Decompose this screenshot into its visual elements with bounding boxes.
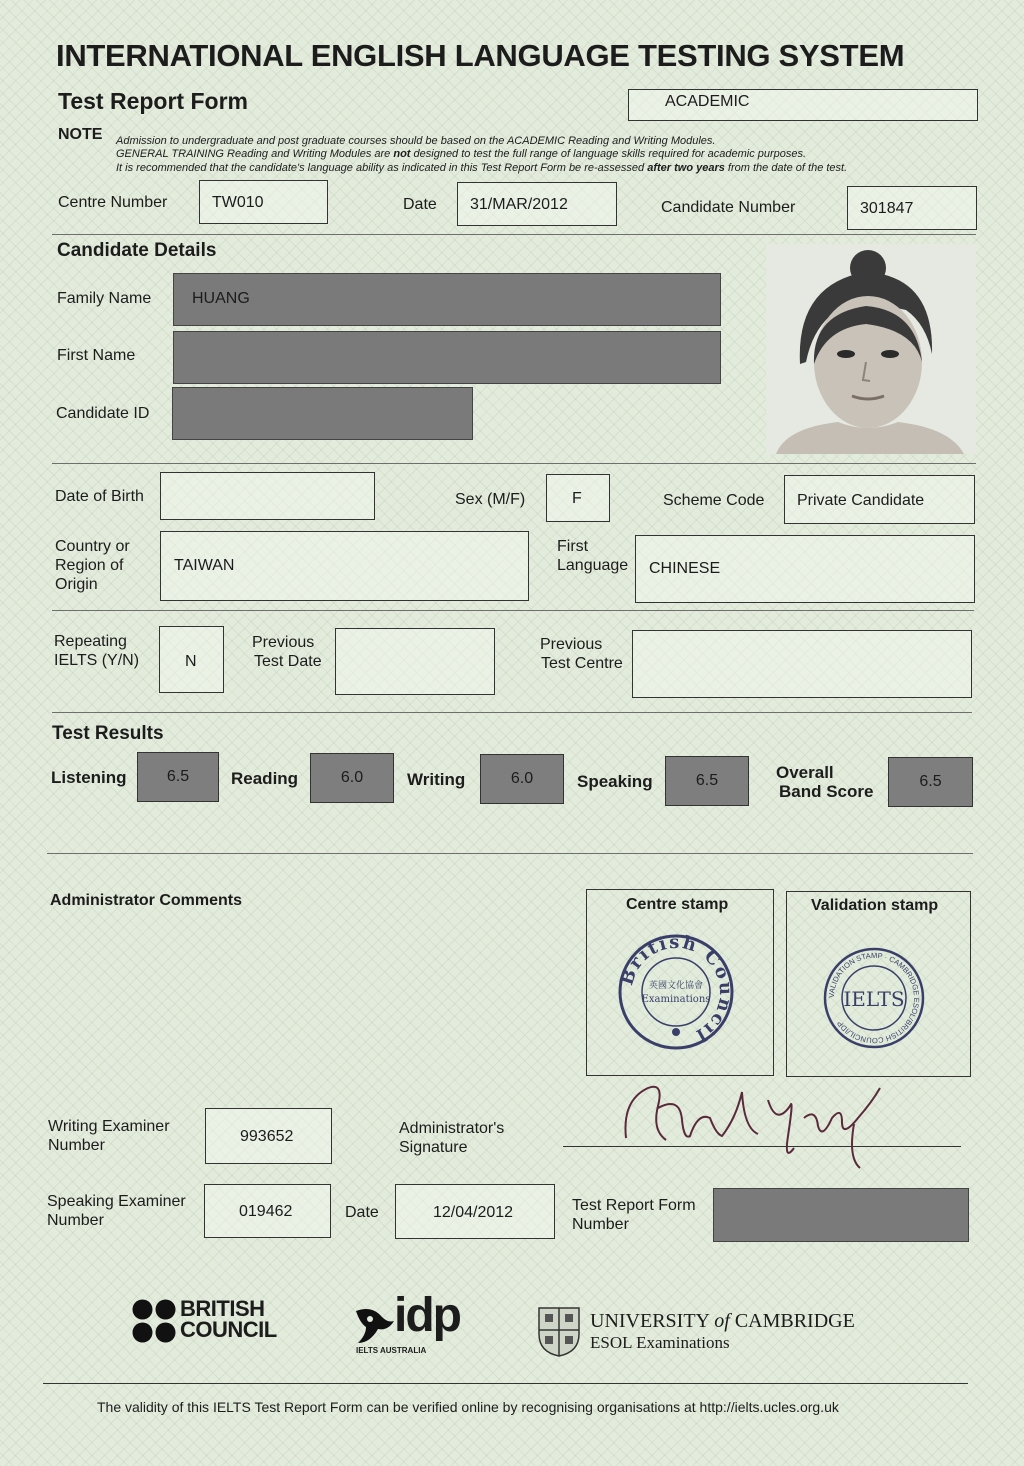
note-line-3b: after two years xyxy=(647,162,725,174)
note-label: NOTE xyxy=(58,126,103,143)
note-line-2a: GENERAL TRAINING Reading and Writing Modules are xyxy=(116,148,394,160)
centre-stamp-chinese: 英國文化協會 xyxy=(648,980,704,990)
candidate-id-label: Candidate ID xyxy=(56,405,150,422)
centre-stamp-ring-text: British Council xyxy=(616,932,736,1047)
idp-logo-text: idp xyxy=(394,1289,460,1342)
validation-ring-text: VALIDATION STAMP · CAMBRIDGE ESOL/BRITISH COUNCIL/IDP xyxy=(826,950,922,1046)
first-language-value: CHINESE xyxy=(649,560,721,577)
trf-number-redacted xyxy=(713,1188,969,1242)
writing-examiner-value: 993652 xyxy=(240,1128,294,1145)
speaking-score: 6.5 xyxy=(665,756,749,806)
admin-date-value: 12/04/2012 xyxy=(433,1204,514,1221)
idp-logo-subtext: IELTS AUSTRALIA xyxy=(356,1346,427,1355)
divider-5 xyxy=(47,853,973,854)
cambridge-logo-line-2: ESOL Examinations xyxy=(590,1333,730,1352)
scheme-code-label: Scheme Code xyxy=(663,492,765,509)
test-results-title: Test Results xyxy=(52,723,164,744)
dob-box xyxy=(160,472,375,520)
writing-examiner-label-1: Writing Examiner xyxy=(48,1118,170,1135)
note-line-3c: from the date of the test. xyxy=(724,162,848,174)
listening-label: Listening xyxy=(51,768,127,787)
note-line-2c: designed to test the full range of language skills required for academic purposes. xyxy=(410,148,807,160)
footer-text: The validity of this IELTS Test Report Form can be verified online by recognising organisations at http://ielts.ucles.org.uk xyxy=(97,1399,839,1415)
british-council-line-1: BRITISH xyxy=(180,1296,265,1321)
note-line-1: Admission to undergraduate and post graduate courses should be based on the ACADEMIC Reading and Writing Modules. xyxy=(116,135,716,147)
repeating-label-1: Repeating xyxy=(54,633,127,650)
repeating-label-2: IELTS (Y/N) xyxy=(54,652,140,669)
british-council-stamp xyxy=(616,932,736,1052)
administrator-signature xyxy=(618,1078,888,1173)
cambridge-university: UNIVERSITY xyxy=(590,1310,710,1332)
note-line-3a: It is recommended that the candidate's language ability as indicated in this Test Report Form be re-assessed xyxy=(116,162,648,174)
note-line-2b: not xyxy=(393,148,411,160)
speaking-examiner-value: 019462 xyxy=(239,1203,293,1220)
divider-1 xyxy=(52,234,976,235)
prev-date-label-2: Test Date xyxy=(254,653,322,670)
reading-score: 6.0 xyxy=(310,753,394,803)
dob-label: Date of Birth xyxy=(55,488,144,505)
sex-label: Sex (M/F) xyxy=(455,491,526,508)
country-value: TAIWAN xyxy=(174,557,235,574)
centre-number-value: TW010 xyxy=(212,194,264,211)
trf-label-1: Test Report Form xyxy=(572,1197,696,1214)
prev-centre-label-1: Previous xyxy=(540,636,603,653)
first-name-redacted xyxy=(173,331,721,384)
divider-3 xyxy=(52,610,974,611)
admin-signature-label-1: Administrator's xyxy=(399,1120,505,1137)
divider-4 xyxy=(52,712,972,713)
overall-label-1: Overall xyxy=(776,763,834,782)
centre-date-label: Date xyxy=(403,196,437,213)
family-name-box xyxy=(173,273,721,326)
note-line-2 xyxy=(116,148,806,160)
prev-date-label-1: Previous xyxy=(252,634,315,651)
speaking-label: Speaking xyxy=(577,772,653,791)
validation-stamp-label: Validation stamp xyxy=(811,897,939,914)
divider-2 xyxy=(52,463,976,464)
british-council-line-2: COUNCIL xyxy=(180,1317,277,1342)
form-subtitle: Test Report Form xyxy=(58,88,248,114)
idp-bird-icon xyxy=(352,1303,396,1347)
family-name-label: Family Name xyxy=(57,290,152,307)
admin-comments-label: Administrator Comments xyxy=(50,892,243,909)
speaking-examiner-label-1: Speaking Examiner xyxy=(47,1193,186,1210)
reading-label: Reading xyxy=(231,769,299,788)
candidate-photo xyxy=(766,244,976,454)
trf-label-2: Number xyxy=(572,1216,629,1233)
prev-centre-label-2: Test Centre xyxy=(541,655,623,672)
centre-date-value: 31/MAR/2012 xyxy=(470,196,568,213)
candidate-details-title: Candidate Details xyxy=(57,240,217,261)
cambridge-crest-icon xyxy=(537,1306,581,1358)
cambridge-of: of xyxy=(714,1310,730,1332)
writing-examiner-label-2: Number xyxy=(48,1137,105,1154)
writing-score: 6.0 xyxy=(480,754,564,804)
footer-divider xyxy=(43,1383,968,1384)
scheme-code-value: Private Candidate xyxy=(797,492,925,509)
country-label-2: Region of xyxy=(55,557,124,574)
country-label-1: Country or xyxy=(55,538,130,555)
centre-stamp-inner: Examinations xyxy=(641,994,711,1005)
first-language-label-1: First xyxy=(557,538,589,555)
listening-score: 6.5 xyxy=(137,752,219,802)
country-label-3: Origin xyxy=(55,576,98,593)
first-name-label: First Name xyxy=(57,347,136,364)
ielts-validation-stamp xyxy=(822,946,926,1050)
note-line-3 xyxy=(116,162,847,174)
module-value: ACADEMIC xyxy=(665,93,750,110)
candidate-number-label: Candidate Number xyxy=(661,199,796,216)
family-name-value: HUANG xyxy=(192,290,250,307)
repeating-value: N xyxy=(185,653,197,670)
prev-date-box xyxy=(335,628,495,695)
cambridge-logo-line-1 xyxy=(590,1310,855,1333)
first-language-label-2: Language xyxy=(557,557,629,574)
admin-date-label: Date xyxy=(345,1204,379,1221)
centre-stamp-label: Centre stamp xyxy=(626,896,729,913)
overall-score: 6.5 xyxy=(888,757,973,807)
british-council-logo-text xyxy=(180,1298,277,1340)
candidate-id-redacted xyxy=(172,387,473,440)
cambridge-name: CAMBRIDGE xyxy=(734,1310,855,1332)
validation-inner-text: IELTS xyxy=(843,987,905,1011)
overall-label-2: Band Score xyxy=(779,782,874,801)
british-council-dots-icon xyxy=(132,1299,176,1343)
speaking-examiner-label-2: Number xyxy=(47,1212,104,1229)
candidate-number-value: 301847 xyxy=(860,200,914,217)
writing-label: Writing xyxy=(407,770,466,789)
centre-number-label: Centre Number xyxy=(58,194,168,211)
admin-signature-label-2: Signature xyxy=(399,1139,468,1156)
form-title: INTERNATIONAL ENGLISH LANGUAGE TESTING SYSTEM xyxy=(56,38,905,73)
prev-centre-box xyxy=(632,630,972,698)
sex-value: F xyxy=(572,490,582,507)
